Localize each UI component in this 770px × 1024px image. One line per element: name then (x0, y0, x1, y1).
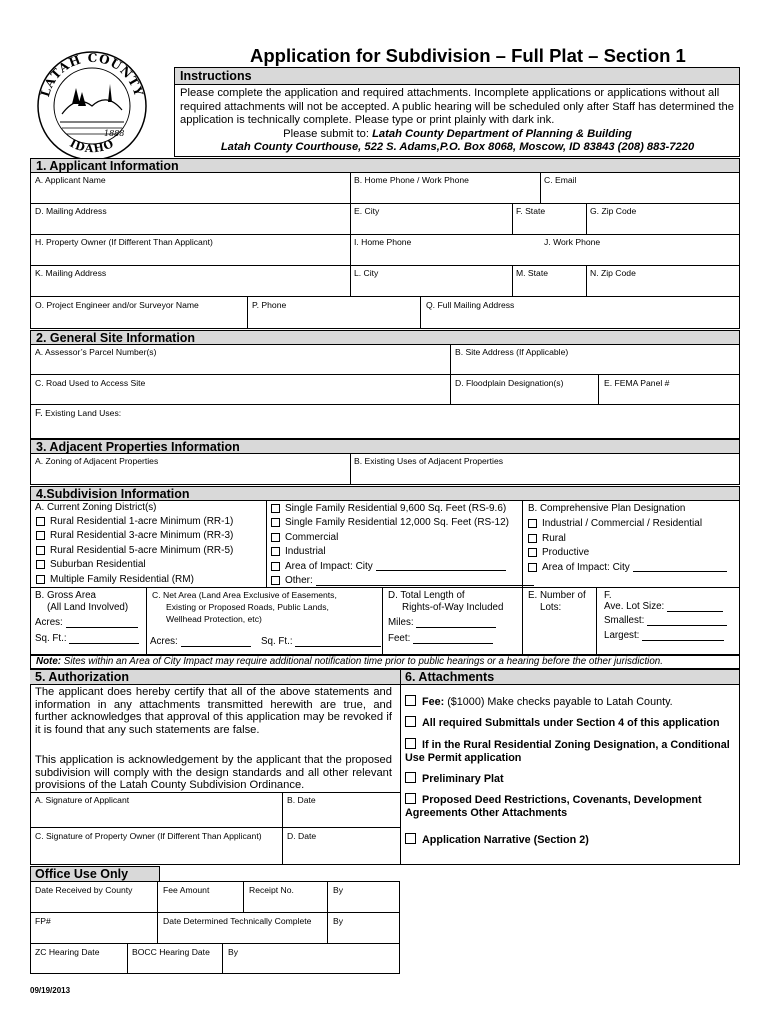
mailing-address-field[interactable]: D. Mailing Address (35, 206, 107, 216)
zoning-mid-option-label: Single Family Residential 12,000 Sq. Feet (RS-12) (285, 517, 509, 529)
zoning-mid-option (271, 503, 506, 514)
zoning-mid-option-label: Commercial (285, 531, 339, 543)
engineer-phone-field[interactable]: P. Phone (252, 300, 287, 310)
fee-checkbox[interactable] (405, 695, 416, 706)
feet-field[interactable] (388, 633, 493, 644)
zoning-left-option-label: Rural Residential 1-acre Minimum (RR-1) (50, 516, 234, 527)
fp-number-field[interactable]: FP# (35, 916, 51, 926)
instructions-box (174, 67, 740, 157)
owner-city-field[interactable]: L. City (354, 268, 379, 278)
attachment-label: Proposed Deed Restrictions, Covenants, Development Agreements Other Attachments (405, 794, 702, 819)
fema-panel-field[interactable]: E. FEMA Panel # (604, 378, 670, 388)
zoning-mid-checkbox[interactable] (271, 504, 280, 513)
attachment-checkbox[interactable] (405, 793, 416, 804)
zoning-left-option-label: Multiple Family Residential (RM) (50, 573, 194, 585)
zoning-left-checkbox[interactable] (36, 517, 45, 526)
gross-area-label: B. Gross Area (35, 590, 96, 601)
submit-department: Latah County Department of Planning & Building (372, 127, 632, 140)
gross-sqft-label: Sq. Ft.: (35, 633, 67, 644)
gross-acres-label: Acres: (35, 617, 63, 628)
instructions-text (180, 87, 735, 155)
comp-plan-option-label: Rural (542, 532, 566, 544)
comp-plan-checkbox[interactable] (528, 519, 537, 528)
access-road-field[interactable]: C. Road Used to Access Site (35, 378, 146, 388)
largest-lot-label: Largest: (604, 630, 640, 641)
zoning-left-option (36, 516, 233, 527)
applicant-name-field[interactable]: A. Applicant Name (35, 175, 106, 185)
comp-plan-checkbox[interactable] (528, 534, 537, 543)
attachment-checkbox[interactable] (405, 772, 416, 783)
owner-work-phone-field[interactable]: J. Work Phone (544, 237, 601, 247)
date-received-field[interactable]: Date Received by County (35, 885, 133, 895)
gross-sqft-field[interactable] (35, 633, 139, 644)
net-area-line3: Wellhead Protection, etc) (166, 614, 262, 624)
fee-text: ($1000) Make checks payable to Latah County. (444, 696, 673, 708)
comp-plan-option (528, 547, 589, 558)
zoning-left-option-label: Suburban Residential (50, 559, 146, 571)
comp-plan-option (528, 533, 566, 544)
zoning-mid-option-label: Single Family Residential 9,600 Sq. Feet (RS-9.6) (285, 503, 507, 514)
impact-note (30, 655, 740, 669)
engineer-surveyor-field[interactable]: O. Project Engineer and/or Surveyor Name (35, 300, 199, 310)
parcel-number-field[interactable]: A. Assessor’s Parcel Number(s) (35, 347, 157, 357)
engineer-mailing-address-field[interactable]: Q. Full Mailing Address (426, 300, 515, 310)
comp-plan-option-label: Industrial / Commercial / Residential (542, 518, 703, 529)
hearing-by-field[interactable]: By (228, 947, 239, 957)
owner-mailing-address-field[interactable]: K. Mailing Address (35, 268, 107, 278)
submit-address: Latah County Courthouse, 522 S. Adams,P.O. Box 8068, Moscow, ID 83843 (208) 883-7220 (220, 141, 695, 154)
net-acres-label: Acres: (150, 636, 178, 647)
zoning-mid-option-label: Area of Impact: City (285, 560, 373, 572)
comp-plan-option (528, 518, 702, 529)
zoning-mid-checkbox[interactable] (271, 547, 280, 556)
comp-plan-checkbox[interactable] (528, 548, 537, 557)
property-owner-field[interactable]: H. Property Owner (If Different Than Applicant) (35, 237, 213, 247)
zoning-left-option (36, 574, 194, 585)
section-4-heading: 4.Subdivision Information (30, 486, 740, 501)
ave-lot-size-field[interactable] (604, 601, 723, 612)
attachment-checkbox[interactable] (405, 833, 416, 844)
section-6-heading: 6. Attachments (405, 670, 495, 684)
zoning-mid-checkbox[interactable] (271, 562, 280, 571)
comp-plan-label: B. Comprehensive Plan Designation (528, 503, 686, 514)
net-area-line1: C. Net Area (Land Area Exclusive of Easements, (152, 590, 337, 600)
site-address-field[interactable]: B. Site Address (If Applicable) (455, 347, 569, 357)
gross-area-sub: (All Land Involved) (47, 602, 129, 613)
net-sqft-field[interactable] (261, 636, 381, 647)
feet-label: Feet: (388, 633, 411, 644)
revision-date: 09/19/2013 (30, 986, 71, 995)
date-technically-complete-field[interactable]: Date Determined Technically Complete (163, 916, 312, 926)
authorization-para-2: This application is acknowledgement by the applicant that the proposed subdivision will comply with the design standards and all other relevant provisions of the Latah County Subdivision Ordinance. (35, 754, 392, 792)
zoning-mid-option (271, 546, 326, 557)
adjacent-uses-field[interactable]: B. Existing Uses of Adjacent Properties (354, 456, 504, 466)
zoning-mid-option-label: Other: (285, 575, 313, 586)
attachment-item (405, 716, 738, 730)
net-area-line2: Existing or Proposed Roads, Public Lands, (166, 602, 329, 612)
fee-prefix: Fee: (422, 696, 445, 708)
submit-prefix: Please submit to: (283, 127, 369, 140)
owner-state-field[interactable]: M. State (516, 268, 548, 278)
owner-signature-field[interactable]: C. Signature of Property Owner (If Different Than Applicant) (35, 831, 262, 841)
owner-date-field[interactable]: D. Date (287, 831, 317, 841)
attachment-checkbox[interactable] (405, 738, 416, 749)
adjacent-zoning-field[interactable]: A. Zoning of Adjacent Properties (35, 456, 159, 466)
applicant-date-field[interactable]: B. Date (287, 795, 316, 805)
zoning-left-option-label: Rural Residential 5-acre Minimum (RR-5) (50, 544, 234, 556)
miles-label: Miles: (388, 617, 414, 628)
site-info-table (30, 344, 740, 439)
zoning-mid-checkbox[interactable] (271, 576, 280, 585)
floodplain-field[interactable]: D. Floodplain Designation(s) (455, 378, 564, 388)
attachment-label: Preliminary Plat (422, 773, 504, 785)
largest-lot-field[interactable] (604, 630, 724, 641)
received-by-field[interactable]: By (333, 885, 344, 895)
zoning-left-checkbox[interactable] (36, 575, 45, 584)
county-seal-icon (32, 44, 152, 164)
svg-text:LATAH COUNTY (38, 51, 146, 99)
section-1-heading: 1. Applicant Information (30, 158, 740, 173)
current-zoning-label: A. Current Zoning District(s) (35, 502, 157, 513)
zoning-left-option (36, 530, 233, 541)
complete-by-field[interactable]: By (333, 916, 344, 926)
owner-home-phone-field[interactable]: I. Home Phone (354, 237, 412, 247)
row-length-line2: Rights-of-Way Included (402, 602, 504, 613)
state-field[interactable]: F. State (516, 206, 546, 216)
page-title: Application for Subdivision – Full Plat – Section 1 (250, 45, 686, 66)
seal-year: 1888 (104, 129, 125, 138)
city-field[interactable]: E. City (354, 206, 380, 216)
lots-line1: E. Number of (528, 590, 586, 601)
owner-zip-code-field[interactable]: N. Zip Code (590, 268, 636, 278)
zoning-mid-option (271, 532, 338, 543)
lots-line2[interactable]: Lots: (540, 602, 562, 613)
applicant-signature-field[interactable]: A. Signature of Applicant (35, 795, 130, 805)
submit-line (180, 128, 735, 142)
zc-hearing-date-field[interactable]: ZC Hearing Date (35, 947, 100, 957)
existing-land-uses-letter: F. (35, 408, 43, 419)
existing-land-uses-label: Existing Land Uses: (45, 408, 122, 418)
section-3-heading: 3. Adjacent Properties Information (30, 439, 740, 454)
seal-top-text: LATAH COUNTY (38, 50, 146, 99)
smallest-lot-label: Smallest: (604, 615, 645, 626)
zoning-left-option (36, 559, 146, 570)
office-use-heading: Office Use Only (35, 867, 129, 881)
attachment-label: All required Submittals under Section 4 of this application (422, 717, 720, 729)
zoning-mid-fill-line[interactable] (376, 561, 506, 571)
zoning-mid-fill-line[interactable] (316, 576, 534, 586)
latah-county-seal (32, 44, 152, 164)
zip-code-field[interactable]: G. Zip Code (590, 206, 637, 216)
comp-plan-option (528, 562, 727, 573)
zoning-left-option (36, 545, 233, 556)
zoning-mid-option (271, 575, 534, 586)
note-text: Sites within an Area of City Impact may require additional notification time prior to public hearings or a hearing before the other jurisdiction. (63, 656, 663, 667)
miles-field[interactable] (388, 617, 496, 628)
section-5-heading: 5. Authorization (35, 670, 129, 684)
email-field[interactable]: C. Email (544, 175, 577, 185)
comp-plan-option-label: Area of Impact: City (542, 561, 630, 573)
lot-size-letter: F. (604, 590, 612, 601)
net-acres-field[interactable] (150, 636, 251, 647)
zoning-mid-option (271, 561, 506, 572)
zoning-mid-checkbox[interactable] (271, 518, 280, 527)
zoning-left-checkbox[interactable] (36, 531, 45, 540)
home-work-phone-field[interactable]: B. Home Phone / Work Phone (354, 175, 469, 185)
zoning-left-checkbox[interactable] (36, 560, 45, 569)
seal-bottom-text: IDAHO (67, 136, 117, 156)
existing-land-uses-field[interactable] (35, 408, 121, 419)
zoning-mid-option-label: Industrial (285, 546, 326, 558)
net-sqft-label: Sq. Ft.: (261, 636, 293, 647)
zoning-mid-option (271, 517, 509, 528)
note-prefix: Note: (36, 656, 62, 667)
attachment-label: If in the Rural Residential Zoning Designation, a Conditional Use Permit application (405, 739, 730, 764)
fee-amount-field[interactable]: Fee Amount (163, 885, 210, 895)
attachment-item (405, 793, 738, 820)
zoning-left-checkbox[interactable] (36, 546, 45, 555)
instructions-body: Please complete the application and required attachments. Incomplete applications or applications without all required attachments will not be accepted. A public hearing will be scheduled only after Staff has determined the application is technically complete. Please type or print plainly with dark ink. (180, 87, 734, 127)
receipt-no-field[interactable]: Receipt No. (249, 885, 294, 895)
comp-plan-checkbox[interactable] (528, 563, 537, 572)
fee-item (405, 695, 738, 709)
comp-plan-option-label: Productive (542, 547, 590, 559)
smallest-lot-field[interactable] (604, 615, 727, 626)
svg-text:IDAHO (68, 137, 117, 156)
row-length-line1: D. Total Length of (388, 590, 465, 601)
attachment-label: Application Narrative (Section 2) (422, 834, 589, 846)
comp-plan-fill-line[interactable] (633, 562, 727, 572)
zoning-left-option-label: Rural Residential 3-acre Minimum (RR-3) (50, 530, 234, 542)
ave-lot-size-label: Ave. Lot Size: (604, 601, 665, 612)
zoning-mid-checkbox[interactable] (271, 533, 280, 542)
attachment-item (405, 833, 738, 847)
attachment-checkbox[interactable] (405, 716, 416, 727)
attachment-item (405, 772, 738, 786)
section-2-heading: 2. General Site Information (30, 330, 740, 345)
bocc-hearing-date-field[interactable]: BOCC Hearing Date (132, 947, 210, 957)
gross-acres-field[interactable] (35, 617, 138, 628)
attachment-item (405, 738, 738, 765)
instructions-heading: Instructions (175, 68, 739, 85)
authorization-para-1: The applicant does hereby certify that all of the above statements and information in any attachments transmitted herewith are true, and further acknowledges that approval of this application may be revoked if it is found that any such statements are false. (35, 686, 392, 736)
